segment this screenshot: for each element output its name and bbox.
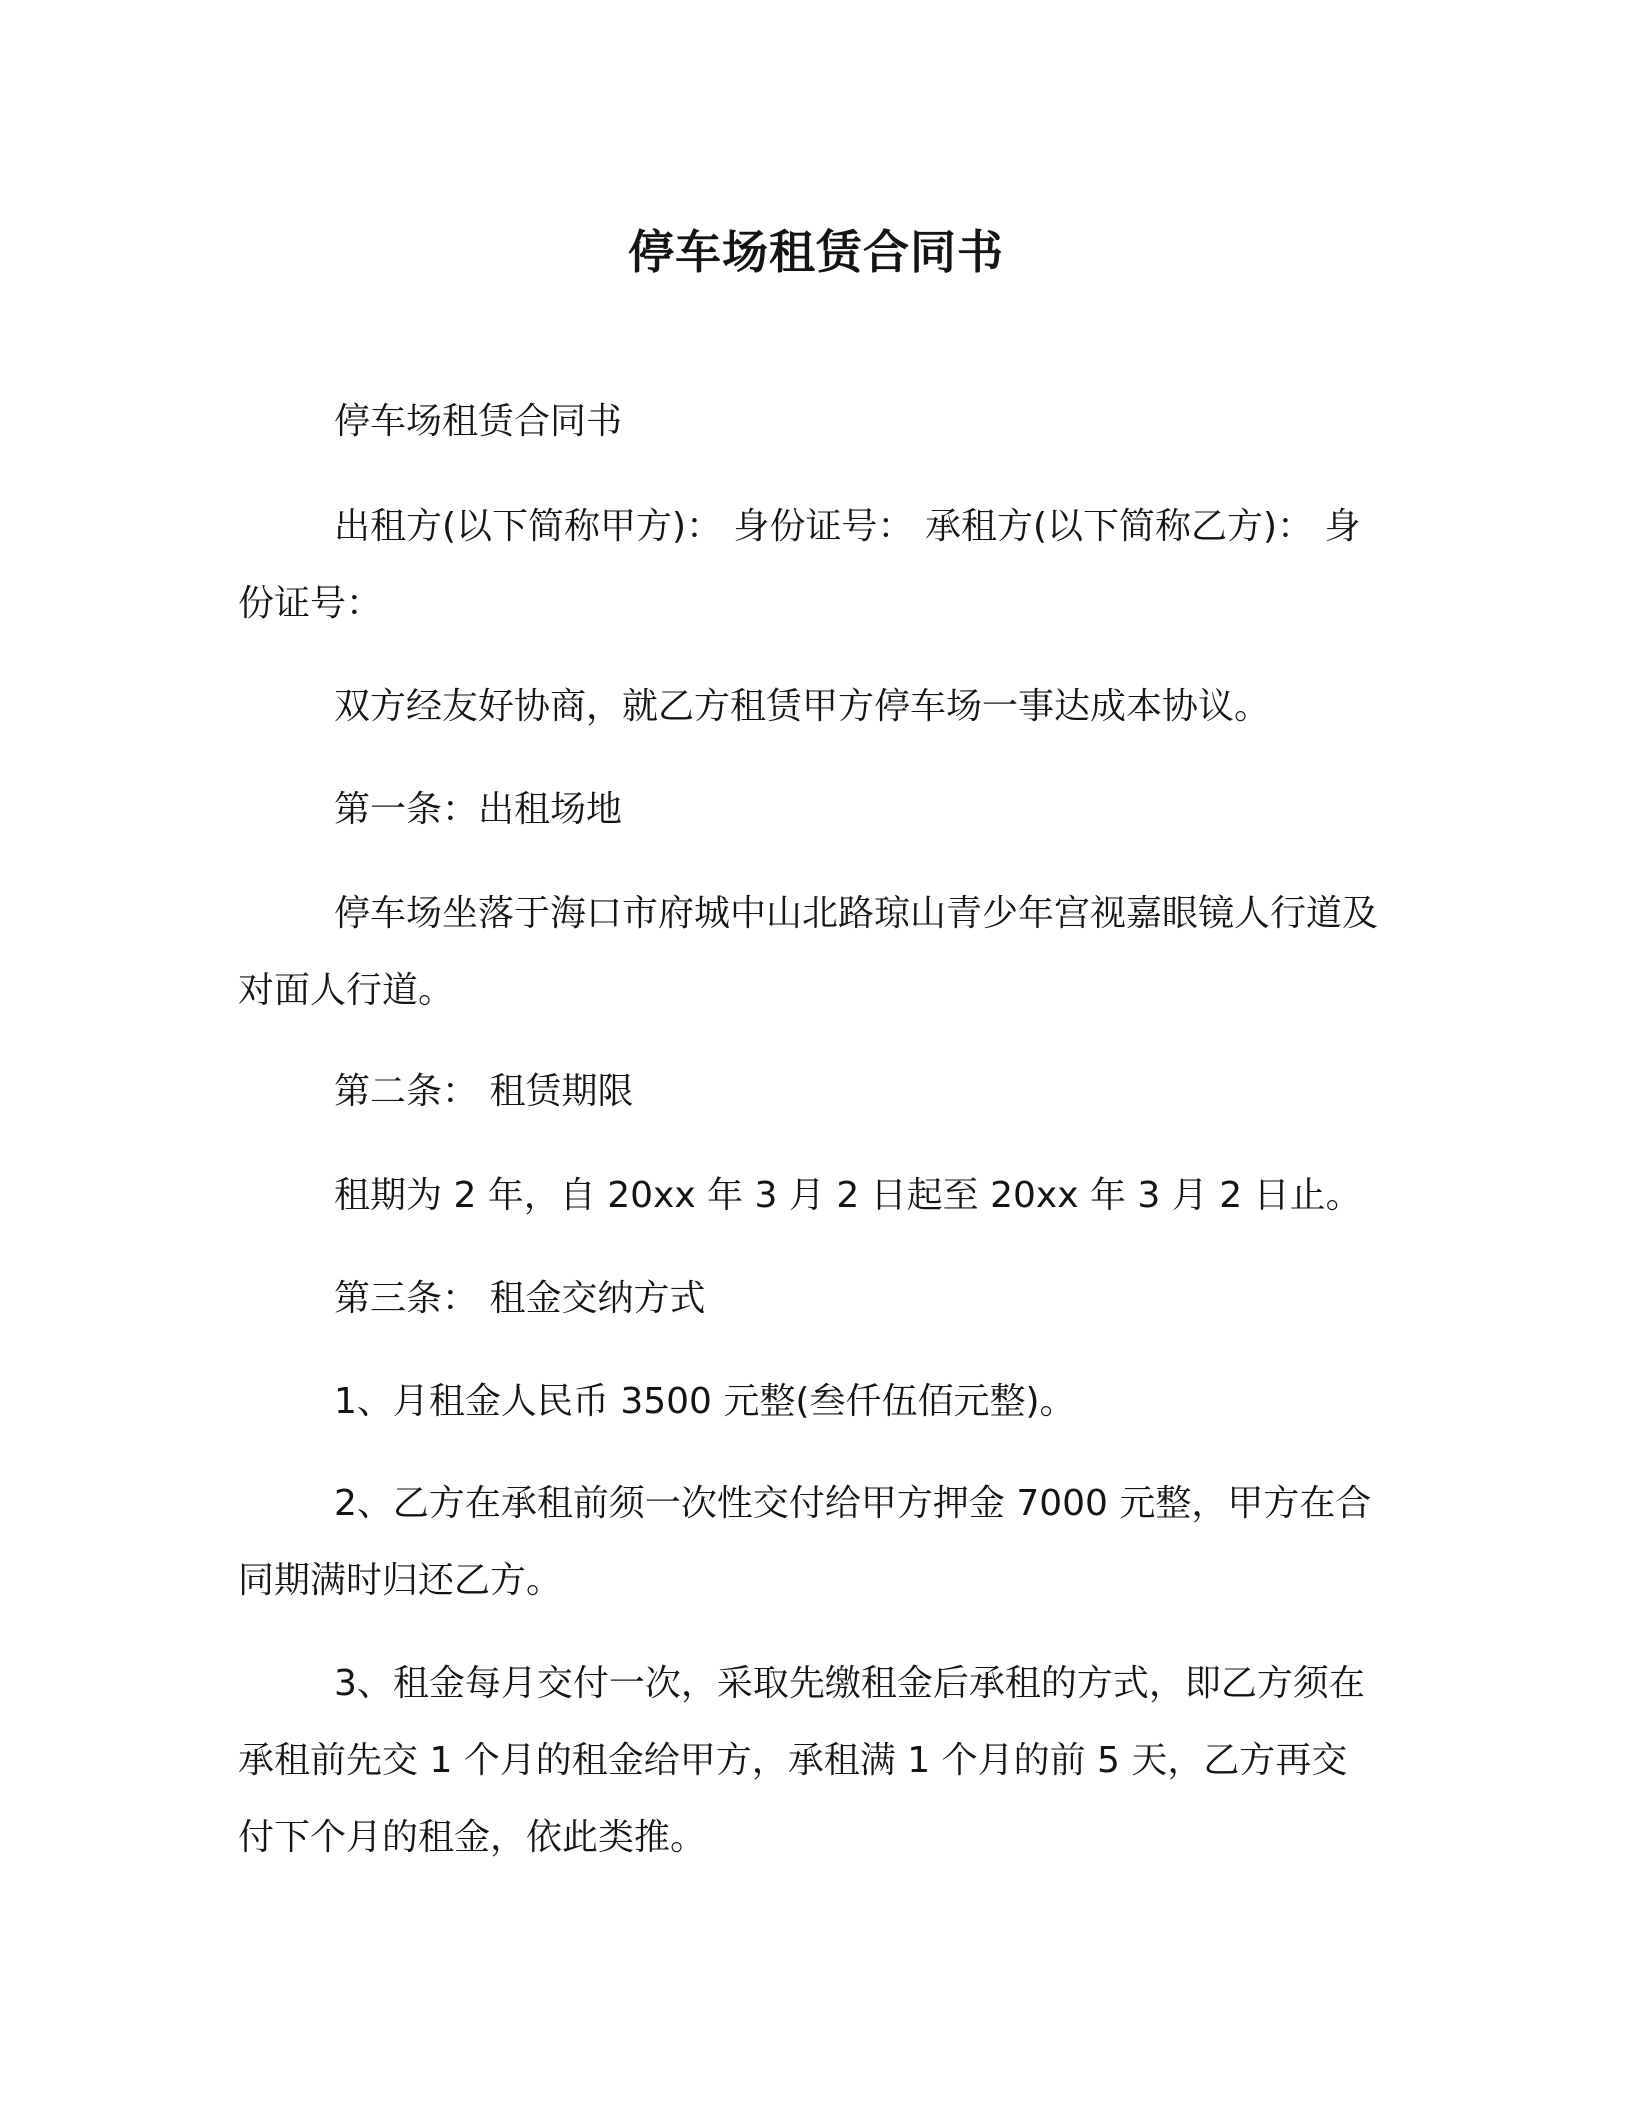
article-2-term: 租期为 2 年，自 20xx 年 3 月 2 日起至 20xx 年 3 月 2 日止。	[334, 1175, 1362, 1216]
article-3-heading: 第三条： 租金交纳方式	[334, 1278, 706, 1319]
paragraph-parties: 出租方(以下简称甲方)： 身份证号： 承租方(以下简称乙方)： 身份证号：	[238, 506, 1361, 624]
paragraph-preamble: 双方经友好协商，就乙方租赁甲方停车场一事达成本协议。	[334, 686, 1271, 727]
article-3-item-1: 1、月租金人民币 3500 元整(叁仟伍佰元整)。	[334, 1381, 1076, 1422]
article-2-heading: 第二条： 租赁期限	[334, 1071, 634, 1112]
article-1-heading: 第一条：出租场地	[334, 789, 623, 830]
paragraph-subtitle: 停车场租赁合同书	[334, 401, 623, 442]
article-1-location: 停车场坐落于海口市府城中山北路琼山青少年宫视嘉眼镜人行道及对面人行道。	[238, 893, 1379, 1011]
article-3-item-2: 2、乙方在承租前须一次性交付给甲方押金 7000 元整，甲方在合同期满时归还乙方。	[238, 1483, 1372, 1601]
document-title: 停车场租赁合同书	[628, 225, 1004, 279]
article-3-item-3: 3、租金每月交付一次，采取先缴租金后承租的方式，即乙方须在承租前先交 1 个月的租金给甲方，承租满 1 个月的前 5 天，乙方再交付下个月的租金，依此类推。	[238, 1663, 1365, 1858]
